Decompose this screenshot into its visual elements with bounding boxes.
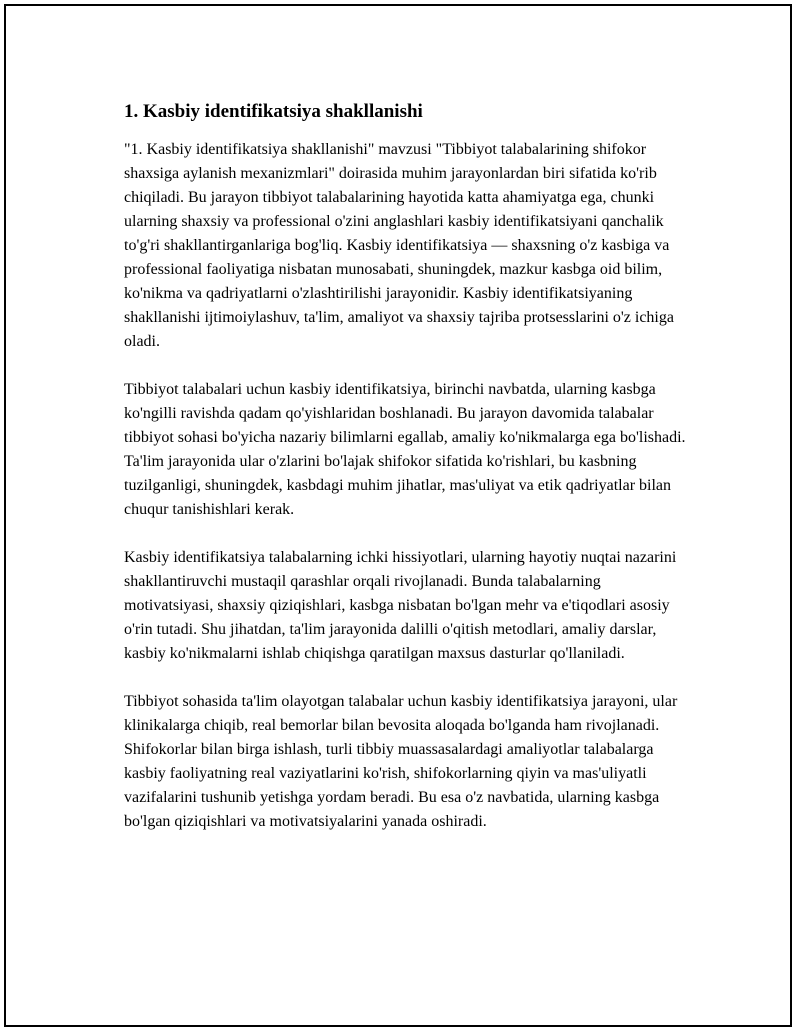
section-heading: 1. Kasbiy identifikatsiya shakllanishi — [124, 101, 423, 122]
paragraph-3: Kasbiy identifikatsiya talabalarning ichki hissiyotlari, ularning hayotiy nuqtai nazarini shakllantiruvchi mustaqil qarashlar orqali rivojlanadi. Bunda talabalarning motivatsiyasi, shaxsiy qiziqishlari, kasbga nisbatan bo'lgan mehr va e'tiqodlari asosiy o'rin tutadi. Shu jihatdan, ta'lim jarayonida dalilli o'qitish metodlari, amaliy darslar, kasbiy ko'nikmalarni ishlab chiqishga qaratilgan maxsus dasturlar qo'llaniladi. — [124, 549, 677, 662]
paragraph-2: Tibbiyot talabalari uchun kasbiy identifikatsiya, birinchi navbatda, ularning kasbga ko'ngilli ravishda qadam qo'yishlaridan boshlanadi. Bu jarayon davomida talabalar tibbiyot sohasi bo'yicha nazariy bilimlarni egallab, amaliy ko'nikmalarga ega bo'lishadi. Ta'lim jarayonida ular o'zlarini bo'lajak shifokor sifatida ko'rishlari, bu kasbning tuzilganligi, shuningdek, kasbdagi muhim jihatlar, mas'uliyat va etik qadriyatlar bilan chuqur tanishishlari kerak. — [124, 381, 686, 518]
page-frame — [4, 4, 792, 1027]
paragraph-4: Tibbiyot sohasida ta'lim olayotgan talabalar uchun kasbiy identifikatsiya jarayoni, ular klinikalarga chiqib, real bemorlar bilan bevosita aloqada bo'lganda ham rivojlanadi. Shifokorlar bilan birga ishlash, turli tibbiy muassasalardagi amaliyotlar talabalarga kasbiy faoliyatning real vaziyatlarini ko'rish, shifokorlarning qiyin va mas'uliyatli vazifalarini tushunib yetishga yordam beradi. Bu esa o'z navbatida, ularning kasbga bo'lgan qiziqishlari va motivatsiyalarini yanada oshiradi. — [124, 693, 678, 830]
paragraph-1: "1. Kasbiy identifikatsiya shakllanishi" mavzusi "Tibbiyot talabalarining shifokor shaxsiga aylanish mexanizmlari" doirasida muhim jarayonlardan biri sifatida ko'rib chiqiladi. Bu jarayon tibbiyot talabalarining hayotida katta ahamiyatga ega, chunki ularning shaxsiy va professional o'zini anglashlari kasbiy identifikatsiyani qanchalik to'g'ri shakllantirganlariga bog'liq. Kasbiy identifikatsiya — shaxsning o'z kasbiga va professional faoliyatiga nisbatan munosabati, shuningdek, mazkur kasbga oid bilim, ko'nikma va qadriyatlarni o'zlashtirilishi jarayonidir. Kasbiy identifikatsiyaning shakllanishi ijtimoiylashuv, ta'lim, amaliyot va shaxsiy tajriba protsesslarini o'z ichiga oladi. — [124, 141, 674, 350]
document-body — [124, 100, 694, 858]
